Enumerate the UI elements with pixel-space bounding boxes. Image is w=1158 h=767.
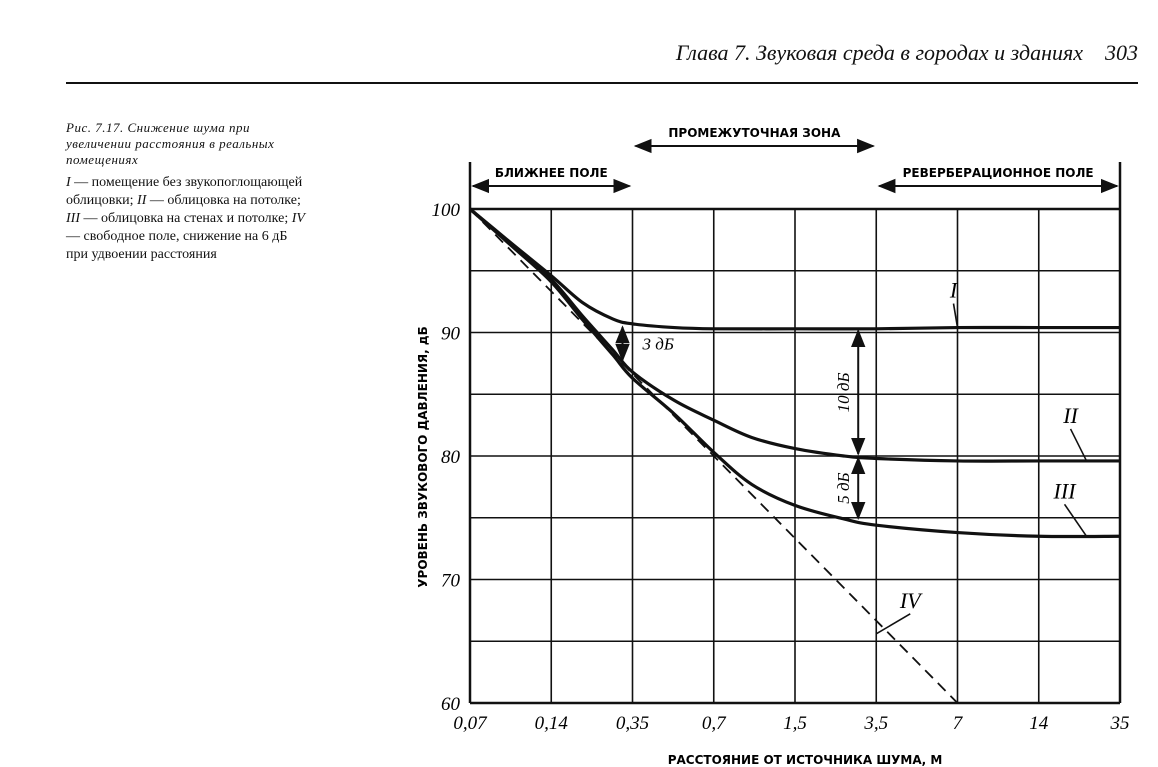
x-tick-label-6: 7 [952,713,963,734]
x-tick-label-4: 1,5 [783,713,807,734]
annotation-label-1: 10 дБ [834,372,854,413]
annotation-label-0: 3 дБ [642,334,674,354]
legend-label-2: II [137,193,147,208]
y-axis-title: УРОВЕНЬ ЗВУКОВОГО ДАВЛЕНИЯ, дБ [416,326,430,588]
y-tick-label-3: 90 [441,323,460,345]
series-label-0: I [949,277,958,303]
series-leader-2 [1065,504,1087,536]
x-tick-label-7: 14 [1029,713,1049,734]
y-tick-label-0: 60 [441,694,460,715]
x-tick-label-2: 0,35 [615,713,650,734]
y-tick-label-4: 100 [431,200,460,221]
zone-label-1: ПРОМЕЖУТОЧНАЯ ЗОНА [668,126,841,140]
x-axis-title: РАССТОЯНИЕ ОТ ИСТОЧНИКА ШУМА, М [667,753,943,767]
x-tick-label-3: 0,7 [701,713,726,734]
series-label-1: II [1063,402,1078,428]
x-tick-label-8: 35 [1110,713,1130,734]
chapter-title: Глава 7. Звуковая среда в городах и зданиях [675,40,1083,65]
legend-label-4: IV [291,211,305,226]
legend-label-1: I [66,175,71,190]
page-number: 303 [1105,40,1138,65]
x-tick-label-0: 0,07 [453,713,487,734]
legend-text-2: — облицовка на потолке; [146,193,301,208]
x-tick-label-1: 0,14 [534,713,568,734]
legend-text-4: — свободное поле, снижение на 6 дБ при удвоении расстояния [66,229,288,262]
legend-text-1: — помещение без звукопоглощающей облицовки; [66,175,303,208]
series-label-3: IV [899,587,921,613]
zone-label-0: БЛИЖНЕЕ ПОЛЕ [494,166,608,180]
legend-label-3: III [66,211,80,226]
y-tick-label-2: 80 [441,447,460,468]
x-tick-label-5: 3,5 [864,713,889,734]
legend-text-3: — облицовка на стенах и потолке; [80,211,292,226]
annotation-label-2: 5 дБ [834,472,854,504]
zone-label-2: РЕВЕРБЕРАЦИОННОЕ ПОЛЕ [902,166,1094,180]
y-tick-label-1: 70 [441,570,460,592]
caption-title: Рис. 7.17. Снижение шума при увеличении расстояния в реальных помещениях [66,120,275,167]
series-label-2: III [1053,478,1076,504]
series-leader-3 [876,614,910,634]
